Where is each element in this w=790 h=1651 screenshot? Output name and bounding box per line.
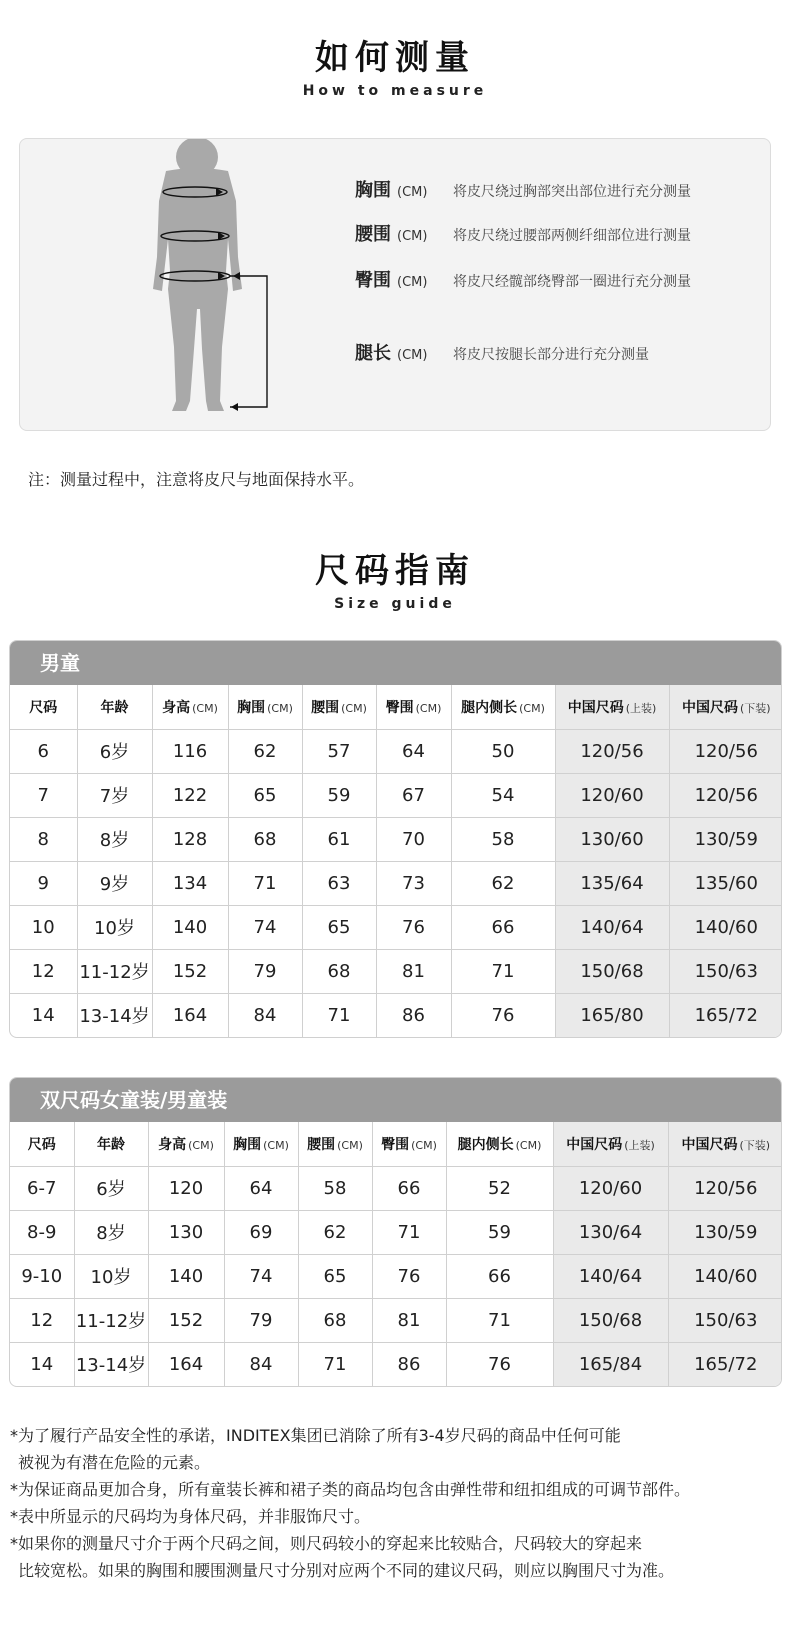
size-title: 尺码指南 [315, 551, 475, 591]
column-header [451, 685, 555, 729]
column-header-unit: (CM) [415, 701, 442, 715]
table-title: 双尺码女童装/男童装 [10, 1078, 781, 1122]
column-header [669, 685, 782, 729]
footnote-line: 比较宽松。如果的胸围和腰围测量尺寸分别对应两个不同的建议尺码，则应以胸围尺寸为准。 [18, 1561, 675, 1580]
column-header-unit: (上装) [625, 701, 657, 715]
table-cell: 120/56 [669, 773, 782, 817]
table-cell: 140/64 [555, 905, 669, 949]
table-cell: 62 [228, 729, 302, 773]
table-cell: 68 [302, 949, 376, 993]
measure-desc: 将皮尺经髋部绕臀部一圈进行充分测量 [453, 274, 691, 290]
column-header-unit: (CM) [192, 701, 218, 715]
column-header-label: 胸围 [233, 1136, 262, 1153]
table-cell: 50 [451, 729, 555, 773]
table-title: 男童 [10, 641, 781, 685]
table-row [10, 861, 782, 905]
boys-size-table [9, 640, 782, 1038]
column-header-label: 臀围 [385, 699, 414, 716]
measure-unit: (CM) [397, 348, 428, 363]
table-cell: 63 [302, 861, 376, 905]
table-cell: 165/72 [668, 1342, 782, 1386]
table-row [10, 1210, 782, 1254]
table-cell: 12 [10, 949, 77, 993]
column-header [228, 685, 302, 729]
table-cell: 52 [446, 1166, 553, 1210]
column-header [376, 685, 451, 729]
table-cell: 7岁 [77, 773, 152, 817]
table-cell: 66 [446, 1254, 553, 1298]
table-cell: 120/60 [555, 773, 669, 817]
table-cell: 84 [228, 993, 302, 1037]
table-cell: 71 [298, 1342, 372, 1386]
measure-title: 如何测量 [315, 38, 475, 78]
column-header [77, 685, 152, 729]
column-header-label: 中国尺码 [566, 1136, 623, 1153]
measure-title-block [0, 30, 790, 99]
table-cell: 152 [148, 1298, 224, 1342]
column-header-label: 腰围 [311, 699, 340, 716]
column-header-unit: (CM) [267, 701, 293, 715]
table-cell: 79 [224, 1298, 298, 1342]
table-cell: 6-7 [10, 1166, 74, 1210]
table-cell: 81 [376, 949, 451, 993]
column-header [555, 685, 669, 729]
table-cell: 67 [376, 773, 451, 817]
footnotes [10, 1422, 785, 1584]
table-cell: 11-12岁 [74, 1298, 148, 1342]
table-cell: 120/56 [555, 729, 669, 773]
dual-size-table [9, 1077, 782, 1387]
measure-unit: (CM) [397, 185, 428, 200]
table-cell: 120 [148, 1166, 224, 1210]
footnote-line: *如果你的测量尺寸介于两个尺码之间，则尺码较小的穿起来比较贴合，尺码较大的穿起来 [10, 1534, 643, 1553]
measure-leg-row [355, 339, 649, 365]
table-cell: 6岁 [74, 1166, 148, 1210]
table-header-row [10, 1122, 782, 1166]
table-cell: 130/59 [668, 1210, 782, 1254]
table-cell: 11-12岁 [77, 949, 152, 993]
table-cell: 165/80 [555, 993, 669, 1037]
table-cell: 9岁 [77, 861, 152, 905]
table-cell: 71 [302, 993, 376, 1037]
column-header [10, 685, 77, 729]
table-cell: 71 [372, 1210, 446, 1254]
column-header-unit: (CM) [263, 1138, 289, 1152]
table-cell: 74 [224, 1254, 298, 1298]
table-cell: 74 [228, 905, 302, 949]
table-cell: 120/60 [553, 1166, 668, 1210]
table-row [10, 1254, 782, 1298]
table-header-row [10, 685, 782, 729]
column-header-unit: (下装) [739, 1138, 771, 1152]
measure-name: 腰围 [355, 224, 391, 245]
table-cell: 86 [376, 993, 451, 1037]
measure-desc: 将皮尺按腿长部分进行充分测量 [453, 347, 649, 363]
column-header-unit: (CM) [337, 1138, 363, 1152]
table-cell: 135/64 [555, 861, 669, 905]
column-header-unit: (CM) [411, 1138, 437, 1152]
table-cell: 70 [376, 817, 451, 861]
footnote-line: *表中所显示的尺码均为身体尺码，并非服饰尺寸。 [10, 1507, 371, 1526]
table-cell: 58 [298, 1166, 372, 1210]
footnote-line: *为保证商品更加合身，所有童装长裤和裙子类的商品均包含由弹性带和纽扣组成的可调节部件。 [10, 1480, 691, 1499]
measure-name: 腿长 [355, 343, 391, 364]
measure-unit: (CM) [397, 229, 428, 244]
table-cell: 13-14岁 [77, 993, 152, 1037]
column-header [10, 1122, 74, 1166]
table-cell: 120/56 [669, 729, 782, 773]
table-cell: 150/68 [553, 1298, 668, 1342]
table-cell: 8岁 [74, 1210, 148, 1254]
column-header-label: 胸围 [237, 699, 266, 716]
table-cell: 130/59 [669, 817, 782, 861]
table-cell: 164 [148, 1342, 224, 1386]
column-header [302, 685, 376, 729]
table-cell: 128 [152, 817, 228, 861]
table-cell: 140/60 [669, 905, 782, 949]
column-header-label: 年龄 [100, 699, 129, 716]
table-row [10, 1166, 782, 1210]
column-header-label: 中国尺码 [567, 699, 624, 716]
size-subtitle: Size guide [334, 596, 456, 612]
column-header-unit: (下装) [739, 701, 771, 715]
table-cell: 79 [228, 949, 302, 993]
column-header-unit: (CM) [515, 1138, 542, 1152]
table-cell: 64 [224, 1166, 298, 1210]
table-cell: 120/56 [668, 1166, 782, 1210]
measure-name: 臀围 [355, 270, 391, 291]
table-row [10, 1298, 782, 1342]
table-row [10, 905, 782, 949]
table-cell: 130/60 [555, 817, 669, 861]
table-cell: 140/64 [553, 1254, 668, 1298]
table-cell: 164 [152, 993, 228, 1037]
table-cell: 150/68 [555, 949, 669, 993]
table-cell: 76 [451, 993, 555, 1037]
table-cell: 10 [10, 905, 77, 949]
column-header [298, 1122, 372, 1166]
table-cell: 9 [10, 861, 77, 905]
table-cell: 152 [152, 949, 228, 993]
table-cell: 71 [446, 1298, 553, 1342]
table-cell: 86 [372, 1342, 446, 1386]
column-header [224, 1122, 298, 1166]
footnote-line: 被视为有潜在危险的元素。 [18, 1453, 211, 1472]
column-header-label: 身高 [162, 699, 191, 716]
table-cell: 12 [10, 1298, 74, 1342]
table-cell: 134 [152, 861, 228, 905]
table-cell: 150/63 [668, 1298, 782, 1342]
column-header [553, 1122, 668, 1166]
table-cell: 62 [451, 861, 555, 905]
table-body [10, 729, 782, 1037]
size-title-block [0, 543, 790, 612]
table-cell: 58 [451, 817, 555, 861]
column-header-label: 尺码 [29, 699, 58, 716]
table-cell: 64 [376, 729, 451, 773]
column-header-unit: (CM) [519, 701, 545, 715]
table-cell: 8岁 [77, 817, 152, 861]
measure-unit: (CM) [397, 275, 428, 290]
table-cell: 130 [148, 1210, 224, 1254]
table-cell: 76 [376, 905, 451, 949]
table-cell: 71 [228, 861, 302, 905]
column-header-label: 中国尺码 [681, 1136, 738, 1153]
table-cell: 59 [446, 1210, 553, 1254]
table-cell: 76 [446, 1342, 553, 1386]
column-header-unit: (上装) [624, 1138, 655, 1152]
measure-hip-row [355, 266, 691, 292]
table-cell: 14 [10, 993, 77, 1037]
table-cell: 140 [148, 1254, 224, 1298]
table-row [10, 729, 782, 773]
table-cell: 140/60 [668, 1254, 782, 1298]
table-cell: 68 [228, 817, 302, 861]
table-row [10, 993, 782, 1037]
table-cell: 165/72 [669, 993, 782, 1037]
table-cell: 66 [372, 1166, 446, 1210]
column-header-label: 臀围 [381, 1136, 410, 1153]
table-cell: 116 [152, 729, 228, 773]
table-row [10, 1342, 782, 1386]
table-cell: 6岁 [77, 729, 152, 773]
table-row [10, 949, 782, 993]
table-cell: 7 [10, 773, 77, 817]
table-cell: 122 [152, 773, 228, 817]
column-header [446, 1122, 553, 1166]
measure-desc: 将皮尺绕过腰部两侧纤细部位进行测量 [453, 228, 691, 244]
measure-name: 胸围 [355, 180, 391, 201]
table-cell: 165/84 [553, 1342, 668, 1386]
column-header-label: 年龄 [97, 1136, 125, 1153]
table-cell: 66 [451, 905, 555, 949]
table-cell: 71 [451, 949, 555, 993]
column-header-label: 中国尺码 [681, 699, 738, 716]
measure-waist-row [355, 220, 691, 246]
measure-subtitle: How to measure [302, 83, 488, 99]
column-header-label: 腿内侧长 [457, 1136, 514, 1153]
table-cell: 84 [224, 1342, 298, 1386]
table-cell: 68 [298, 1298, 372, 1342]
column-header [152, 685, 228, 729]
table-cell: 10岁 [74, 1254, 148, 1298]
table-cell: 65 [302, 905, 376, 949]
table-cell: 9-10 [10, 1254, 74, 1298]
table-cell: 69 [224, 1210, 298, 1254]
table-cell: 135/60 [669, 861, 782, 905]
table-cell: 57 [302, 729, 376, 773]
column-header-label: 身高 [158, 1136, 187, 1153]
table-cell: 62 [298, 1210, 372, 1254]
table-cell: 6 [10, 729, 77, 773]
table-cell: 13-14岁 [74, 1342, 148, 1386]
table-row [10, 773, 782, 817]
table-cell: 150/63 [669, 949, 782, 993]
column-header-label: 尺码 [27, 1136, 56, 1153]
table-cell: 73 [376, 861, 451, 905]
table-cell: 81 [372, 1298, 446, 1342]
table-cell: 65 [298, 1254, 372, 1298]
table-cell: 65 [228, 773, 302, 817]
column-header-unit: (CM) [341, 701, 367, 715]
table-cell: 130/64 [553, 1210, 668, 1254]
body-figure-icon [150, 139, 300, 432]
measure-desc: 将皮尺绕过胸部突出部位进行充分测量 [453, 184, 691, 200]
table-cell: 140 [152, 905, 228, 949]
column-header-unit: (CM) [188, 1138, 214, 1152]
measure-note: 注：测量过程中，注意将皮尺与地面保持水平。 [28, 470, 365, 489]
measure-chest-row [355, 176, 691, 202]
table-cell: 14 [10, 1342, 74, 1386]
column-header-label: 腿内侧长 [461, 699, 518, 716]
column-header [668, 1122, 782, 1166]
table-cell: 10岁 [77, 905, 152, 949]
footnote-line: *为了履行产品安全性的承诺，INDITEX集团已消除了所有3-4岁尺码的商品中任何可能 [10, 1426, 621, 1445]
table-cell: 61 [302, 817, 376, 861]
table-cell: 54 [451, 773, 555, 817]
column-header-label: 腰围 [307, 1136, 336, 1153]
measure-panel [19, 138, 771, 431]
table-cell: 59 [302, 773, 376, 817]
table-cell: 76 [372, 1254, 446, 1298]
column-header [74, 1122, 148, 1166]
table-row [10, 817, 782, 861]
table-cell: 8 [10, 817, 77, 861]
column-header [372, 1122, 446, 1166]
table-body [10, 1166, 782, 1386]
table-cell: 8-9 [10, 1210, 74, 1254]
column-header [148, 1122, 224, 1166]
